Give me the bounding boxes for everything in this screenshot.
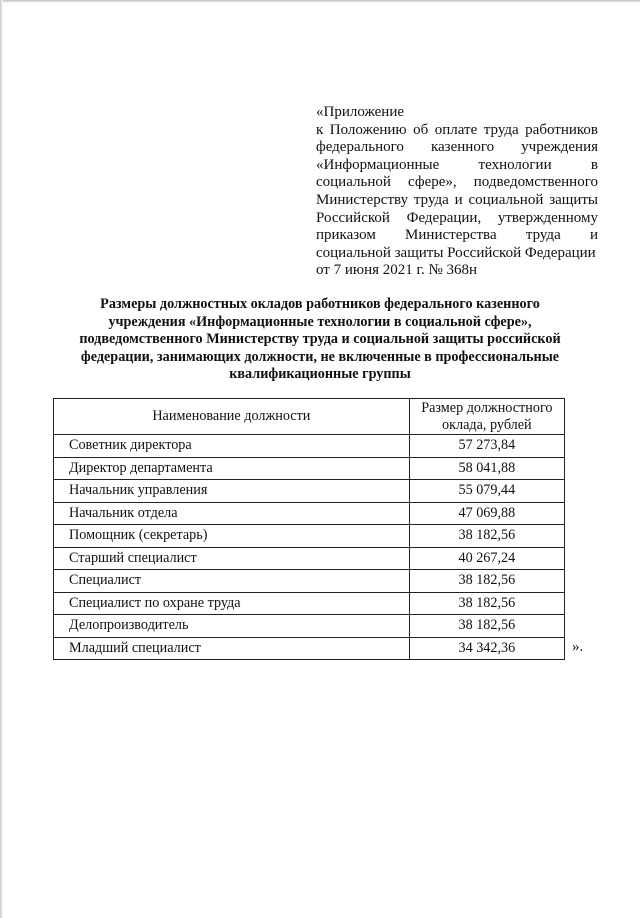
appendix-line: приказом Министерства труда и: [316, 227, 598, 244]
column-header-salary-line1: Размер должностного: [421, 399, 553, 416]
position-name: Младший специалист: [54, 637, 410, 660]
table-header-row: [54, 399, 565, 435]
appendix-line: Российской Федерации, утвержденному: [316, 209, 598, 226]
table-row: [54, 592, 565, 615]
position-name: Директор департамента: [54, 457, 410, 480]
salary-value: 38 182,56: [409, 525, 564, 548]
table-row: [54, 502, 565, 525]
table-row: [54, 457, 565, 480]
scan-edge-top: [0, 0, 640, 3]
salary-value: 38 182,56: [409, 570, 564, 593]
appendix-line: от 7 июня 2021 г. № 368н: [316, 262, 478, 279]
table-row: [54, 435, 565, 458]
salary-value: 40 267,24: [409, 547, 564, 570]
table-row: [54, 637, 565, 660]
closing-quote-mark: ».: [572, 639, 584, 655]
position-name: Специалист по охране труда: [54, 592, 410, 615]
position-name: Помощник (секретарь): [54, 525, 410, 548]
scan-edge-left: [0, 0, 3, 918]
appendix-line: Министерству труда и социальной защиты: [316, 191, 598, 208]
appendix-line: «Приложение: [316, 104, 405, 120]
position-name: Старший специалист: [54, 547, 410, 570]
title-line: квалификационные группы: [229, 366, 411, 382]
position-name: Начальник управления: [54, 480, 410, 503]
appendix-line: федерального казенного учреждения: [316, 139, 598, 156]
position-name: Специалист: [54, 570, 410, 593]
table-row: [54, 570, 565, 593]
table-row: [54, 547, 565, 570]
salary-value: 58 041,88: [409, 457, 564, 480]
salary-value: 55 079,44: [409, 480, 564, 503]
salary-table: [53, 398, 565, 660]
appendix-line: «Информационные технологии в: [316, 156, 598, 173]
table-row: [54, 480, 565, 503]
position-name: Делопроизводитель: [54, 615, 410, 638]
title-line: учреждения «Информационные технологии в социальной сфере»,: [108, 313, 532, 330]
title-line: подведомственного Министерству труда и социальной защиты российской: [79, 331, 561, 347]
position-name: Советник директора: [54, 435, 410, 458]
table-row: [54, 615, 565, 638]
document-title: [40, 296, 600, 384]
salary-value: 38 182,56: [409, 615, 564, 638]
position-name: Начальник отдела: [54, 502, 410, 525]
column-header-salary-line2: оклада, рублей: [442, 416, 532, 433]
title-line: федерации, занимающих должности, не включенные в профессиональные: [80, 348, 560, 365]
salary-value: 57 273,84: [409, 435, 564, 458]
appendix-line: социальной защиты Российской Федерации: [316, 244, 596, 261]
salary-value: 38 182,56: [409, 592, 564, 615]
table-row: [54, 525, 565, 548]
appendix-line: к Положению об оплате труда работников: [316, 121, 598, 138]
appendix-header: [316, 104, 598, 280]
appendix-line: социальной сфере», подведомственного: [316, 174, 598, 191]
column-header-position: Наименование должности: [54, 399, 410, 435]
salary-value: 47 069,88: [409, 502, 564, 525]
title-line: Размеры должностных окладов работников федерального казенного: [100, 296, 540, 312]
column-header-salary: [409, 399, 564, 435]
salary-value: 34 342,36: [409, 637, 564, 660]
